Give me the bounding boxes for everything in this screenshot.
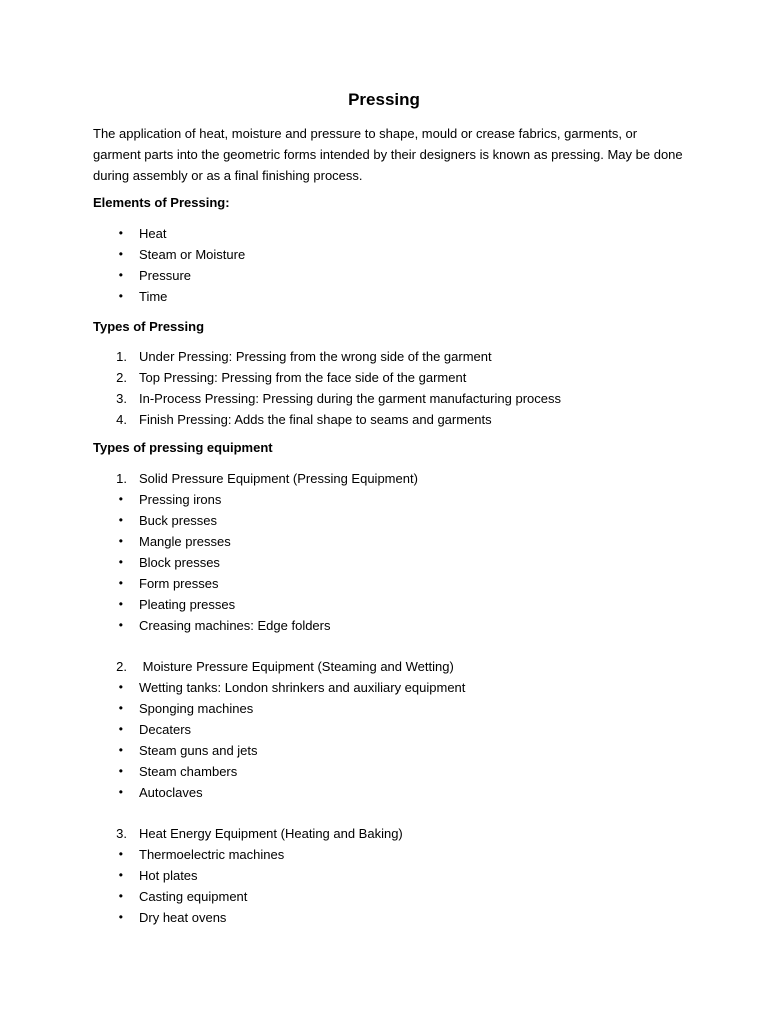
list-item: • Pleating presses (93, 594, 693, 615)
list-item: • Dry heat ovens (93, 907, 693, 928)
bullet-marker: • (118, 492, 123, 506)
bullet-marker: • (118, 868, 123, 882)
list-item: • Buck presses (93, 510, 693, 531)
number-marker: 4. (116, 412, 127, 427)
list-item: • Form presses (93, 573, 693, 594)
list-item: • Steam guns and jets (93, 740, 693, 761)
bullet-marker: • (118, 847, 123, 861)
elements-list (93, 223, 693, 307)
list-item: 3. In-Process Pressing: Pressing during the garment manufacturing process (93, 388, 693, 409)
list-item: • Time (93, 286, 693, 307)
group-title: 2. Moisture Pressure Equipment (Steaming and Wetting) (93, 656, 693, 677)
number-marker: 2. (116, 370, 127, 385)
list-item: • Steam or Moisture (93, 244, 693, 265)
list-item: • Autoclaves (93, 782, 693, 803)
list-item: • Pressing irons (93, 489, 693, 510)
list-item: • Block presses (93, 552, 693, 573)
number-marker: 1. (116, 349, 127, 364)
bullet-marker: • (118, 618, 123, 632)
number-marker: 1. (116, 471, 127, 486)
number-marker: 3. (116, 391, 127, 406)
bullet-marker: • (118, 226, 123, 240)
group-title: 3. Heat Energy Equipment (Heating and Baking) (93, 823, 693, 844)
list-item: 2. Top Pressing: Pressing from the face side of the garment (93, 367, 693, 388)
bullet-marker: • (118, 680, 123, 694)
bullet-marker: • (118, 576, 123, 590)
bullet-marker: • (118, 910, 123, 924)
bullet-marker: • (118, 247, 123, 261)
list-item: • Steam chambers (93, 761, 693, 782)
list-item: • Decaters (93, 719, 693, 740)
bullet-marker: • (118, 701, 123, 715)
list-item: • Pressure (93, 265, 693, 286)
spacer (93, 636, 693, 656)
bullet-marker: • (118, 534, 123, 548)
list-item: 4. Finish Pressing: Adds the final shape to seams and garments (93, 409, 693, 430)
bullet-marker: • (118, 513, 123, 527)
number-marker: 3. (116, 826, 127, 841)
bullet-marker: • (118, 743, 123, 757)
types-list (93, 346, 693, 430)
spacer (93, 803, 693, 823)
elements-heading: Elements of Pressing: (93, 195, 230, 210)
list-item: 1. Under Pressing: Pressing from the wrong side of the garment (93, 346, 693, 367)
group-title: 1. Solid Pressure Equipment (Pressing Equipment) (93, 468, 693, 489)
bullet-marker: • (118, 889, 123, 903)
bullet-marker: • (118, 597, 123, 611)
list-item: • Thermoelectric machines (93, 844, 693, 865)
list-item: • Sponging machines (93, 698, 693, 719)
page-title: Pressing (348, 90, 420, 109)
bullet-marker: • (118, 764, 123, 778)
list-item: • Creasing machines: Edge folders (93, 615, 693, 636)
list-item: • Mangle presses (93, 531, 693, 552)
bullet-marker: • (118, 268, 123, 282)
list-item: • Heat (93, 223, 693, 244)
bullet-marker: • (118, 722, 123, 736)
bullet-marker: • (118, 785, 123, 799)
bullet-marker: • (118, 555, 123, 569)
types-heading: Types of Pressing (93, 319, 205, 334)
list-item: • Hot plates (93, 865, 693, 886)
list-item: • Casting equipment (93, 886, 693, 907)
intro-paragraph: The application of heat, moisture and pressure to shape, mould or crease fabrics, garments, or garment parts into the geometric forms intended by their designers is known as pressing. May be done during assembly or as a final finishing process. (93, 126, 683, 183)
equipment-heading: Types of pressing equipment (93, 440, 273, 455)
number-marker: 2. (116, 659, 127, 674)
bullet-marker: • (118, 289, 123, 303)
list-item: • Wetting tanks: London shrinkers and auxiliary equipment (93, 677, 693, 698)
equipment-list (93, 468, 693, 928)
